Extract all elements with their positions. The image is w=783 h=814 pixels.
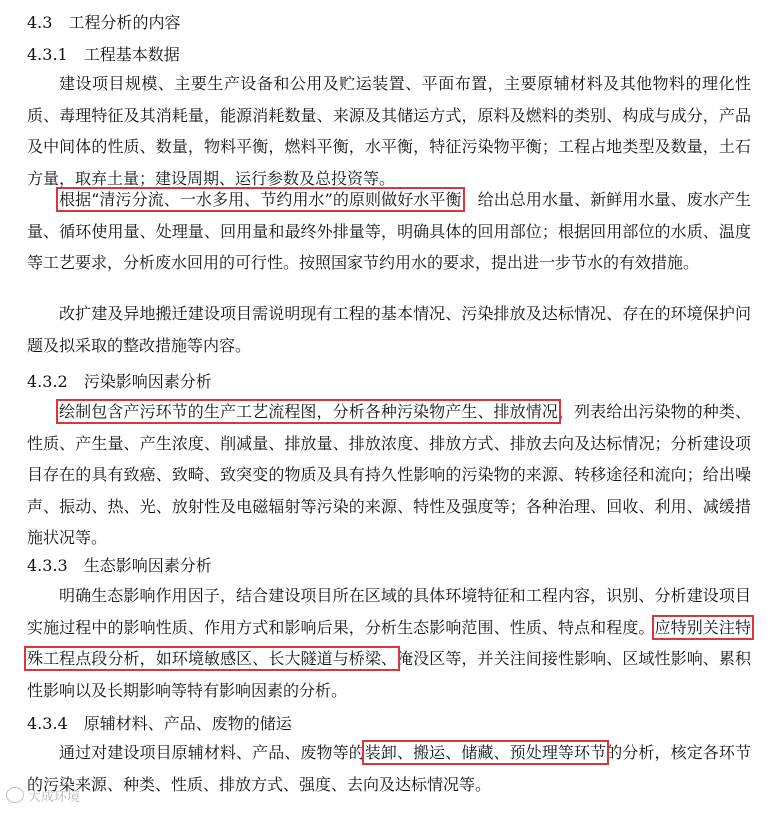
watermark-logo-icon (6, 787, 24, 803)
paragraph-storage-pre: 通过对建设项目原辅材料、产品、废物等的 (59, 743, 365, 762)
paragraph-ecology-analysis (27, 580, 751, 706)
paragraph-water-balance-rest: ，给出总用水量、新鲜用水量、废水产生量、循环使用量、处理量、回用量和最终外排量等，明确具体的回用部位；根据回用部位的水质、温度等工艺要求，分析废水回用的可行性。按照国家节约用水的要求，提出进一步节水的有效措施。 (27, 190, 751, 273)
watermark-text: 大成环境 (28, 790, 81, 805)
section-title: 工程分析的内容 (68, 13, 181, 32)
section-heading-4-3 (27, 10, 180, 33)
paragraph-ecology-pre: 明确生态影响作用因子，结合建设项目所在区域的具体环境特征和工程内容，识别、分析建设项目实施过程中的影响性质、作用方式和影响后果，分析生态影响范围、性质、特点和程度。 (27, 586, 751, 637)
paragraph-ecology-rest: 淹没区等，并关注间接性影响、区域性影响、累积性影响以及长期影响等特有影响因素的分析。 (27, 649, 751, 700)
subsection-number: 4.3.3 (27, 556, 68, 575)
subsection-title: 污染影响因素分析 (83, 372, 212, 391)
highlight-handling-steps: 装卸、搬运、储藏、预处理等环节 (364, 743, 607, 762)
section-number: 4.3 (27, 13, 53, 32)
subsection-title: 工程基本数据 (83, 45, 180, 64)
highlight-special-sections: 应特别关注特殊工程点段分析，如环境敏感区、长大隧道与桥梁、 (27, 617, 751, 669)
paragraph-pollution-analysis (27, 396, 751, 554)
subsection-heading-4-3-1 (27, 42, 180, 65)
subsection-title: 生态影响因素分析 (83, 556, 212, 575)
paragraph-pollution-analysis-rest: ，列表给出污染物的种类、性质、产生量、产生浓度、削减量、排放量、排放浓度、排放方式、排放去向及达标情况；分析建设项目存在的具有致癌、致畸、致突变的物质及具有持久性影响的污染物的来源、转移途径和流向；给出噪声、振动、热、光、放射性及电磁辐射等污染的来源、特性及强度等；各种治理、回收、利用、减缓措施状况等。 (27, 402, 751, 548)
subsection-heading-4-3-4 (27, 711, 292, 734)
highlight-water-balance: 根据“清污分流、一水多用、节约用水”的原则做好水平衡 (59, 190, 462, 209)
subsection-number: 4.3.2 (27, 372, 68, 391)
paragraph-storage-transport (27, 737, 751, 800)
paragraph-existing-project: 改扩建及异地搬迁建设项目需说明现有工程的基本情况、污染排放及达标情况、存在的环境保护问题及拟采取的整改措施等内容。 (27, 304, 751, 355)
paragraph-basic-data: 建设项目规模、主要生产设备和公用及贮运装置、平面布置，主要原辅材料及其他物料的理化性质、毒理特征及其消耗量，能源消耗数量、来源及其储运方式，原料及燃料的类别、构成与成分，产品及中间体的性质、数量，物料平衡，燃料平衡，水平衡，特征污染物平衡；工程占地类型及数量，土石方量，取弃土量；建设周期、运行参数及总投资等。 (27, 74, 751, 188)
paragraph-storage-rest: 的分析，核定各环节的污染来源、种类、性质、排放方式、强度、去向及达标情况等。 (27, 743, 751, 794)
subsection-heading-4-3-2 (27, 369, 212, 392)
subsection-title: 原辅材料、产品、废物的储运 (83, 714, 292, 733)
subsection-number: 4.3.1 (27, 45, 68, 64)
subsection-heading-4-3-3 (27, 553, 212, 576)
paragraph-water-balance (27, 184, 751, 279)
highlight-process-flow: 绘制包含产污环节的生产工艺流程图，分析各种污染物产生、排放情况 (59, 402, 558, 421)
subsection-number: 4.3.4 (27, 714, 68, 733)
watermark (6, 786, 80, 805)
